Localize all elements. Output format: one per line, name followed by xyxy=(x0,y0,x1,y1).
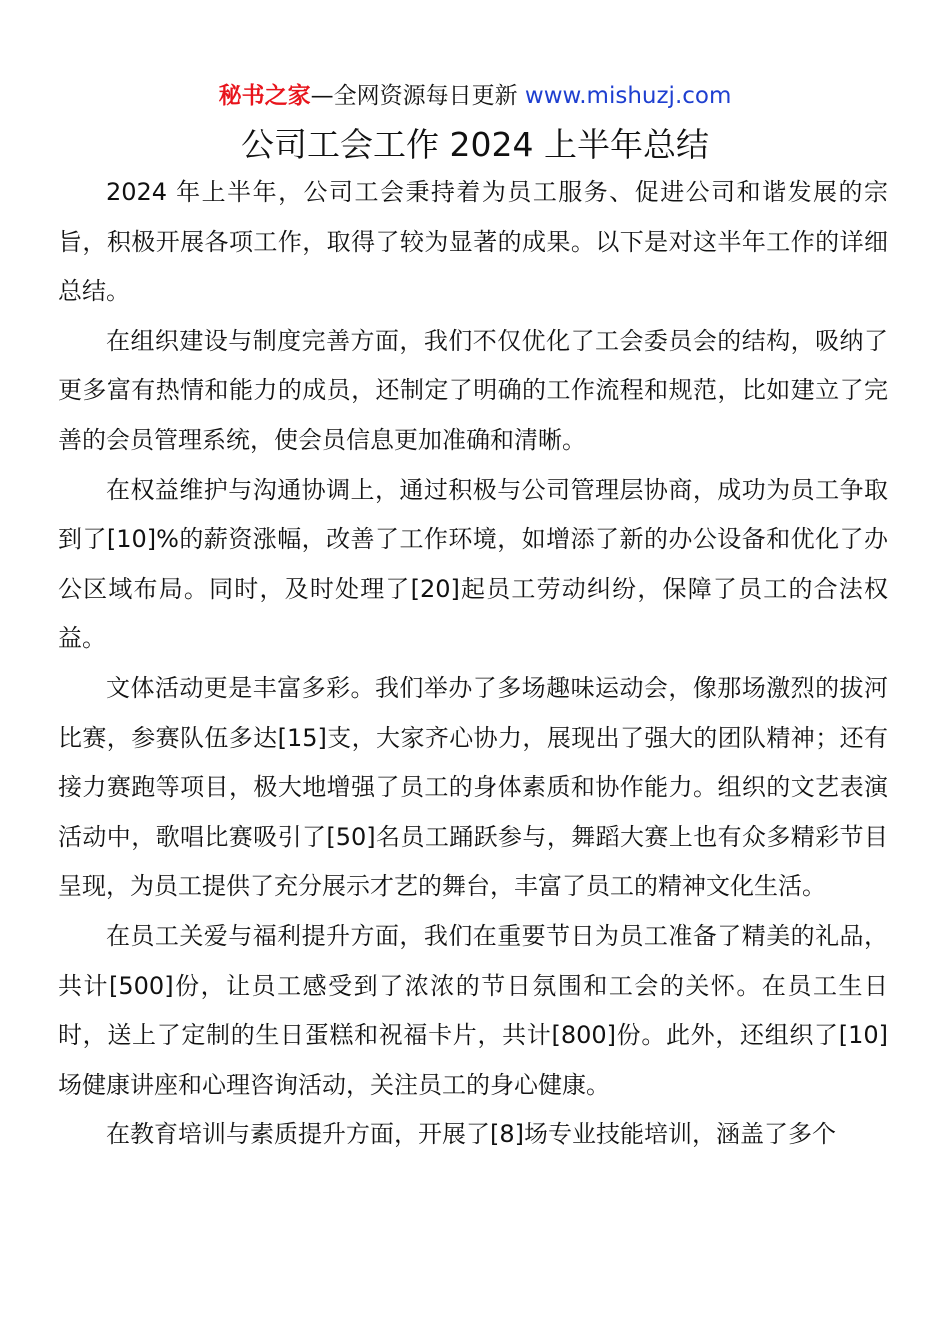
paragraph-organization: 在组织建设与制度完善方面，我们不仅优化了工会委员会的结构，吸纳了更多富有热情和能力的成员，还制定了明确的工作流程和规范，比如建立了完善的会员管理系统，使会员信息更加准确和清晰。 xyxy=(58,326,888,454)
header-tagline: —全网资源每日更新 xyxy=(310,83,525,109)
site-url-link[interactable]: www.mishuzj.com xyxy=(524,83,732,109)
paragraph-activities: 文体活动更是丰富多彩。我们举办了多场趣味运动会，像那场激烈的拔河比赛，参赛队伍多达[15]支，大家齐心协力，展现出了强大的团队精神；还有接力赛跑等项目，极大地增强了员工的身体素质和协作能力。组织的文艺表演活动中，歌唱比赛吸引了[50]名员工踊跃参与，舞蹈大赛上也有众多精彩节目呈现，为员工提供了充分展示才艺的舞台，丰富了员工的精神文化生活。 xyxy=(58,673,888,901)
brand-name: 秘书之家 xyxy=(218,83,311,109)
paragraph-intro: 2024 年上半年，公司工会秉持着为员工服务、促进公司和谐发展的宗旨，积极开展各项工作，取得了较为显著的成果。以下是对这半年工作的详细总结。 xyxy=(58,178,888,306)
paragraph-rights: 在权益维护与沟通协调上，通过积极与公司管理层协商，成功为员工争取到了[10]%的薪资涨幅，改善了工作环境，如增添了新的办公设备和优化了办公区域布局。同时，及时处理了[20]起员工劳动纠纷，保障了员工的合法权益。 xyxy=(58,475,888,653)
document-title: 公司工会工作 2024 上半年总结 xyxy=(241,125,709,164)
paragraph-training: 在教育培训与素质提升方面，开展了[8]场专业技能培训，涵盖了多个 xyxy=(106,1120,836,1149)
site-header xyxy=(0,80,950,112)
document-body xyxy=(58,168,888,1160)
paragraph-welfare: 在员工关爱与福利提升方面，我们在重要节日为员工准备了精美的礼品，共计[500]份，让员工感受到了浓浓的节日氛围和工会的关怀。在员工生日时，送上了定制的生日蛋糕和祝福卡片，共计[800]份。此外，还组织了[10]场健康讲座和心理咨询活动，关注员工的身心健康。 xyxy=(58,921,888,1099)
